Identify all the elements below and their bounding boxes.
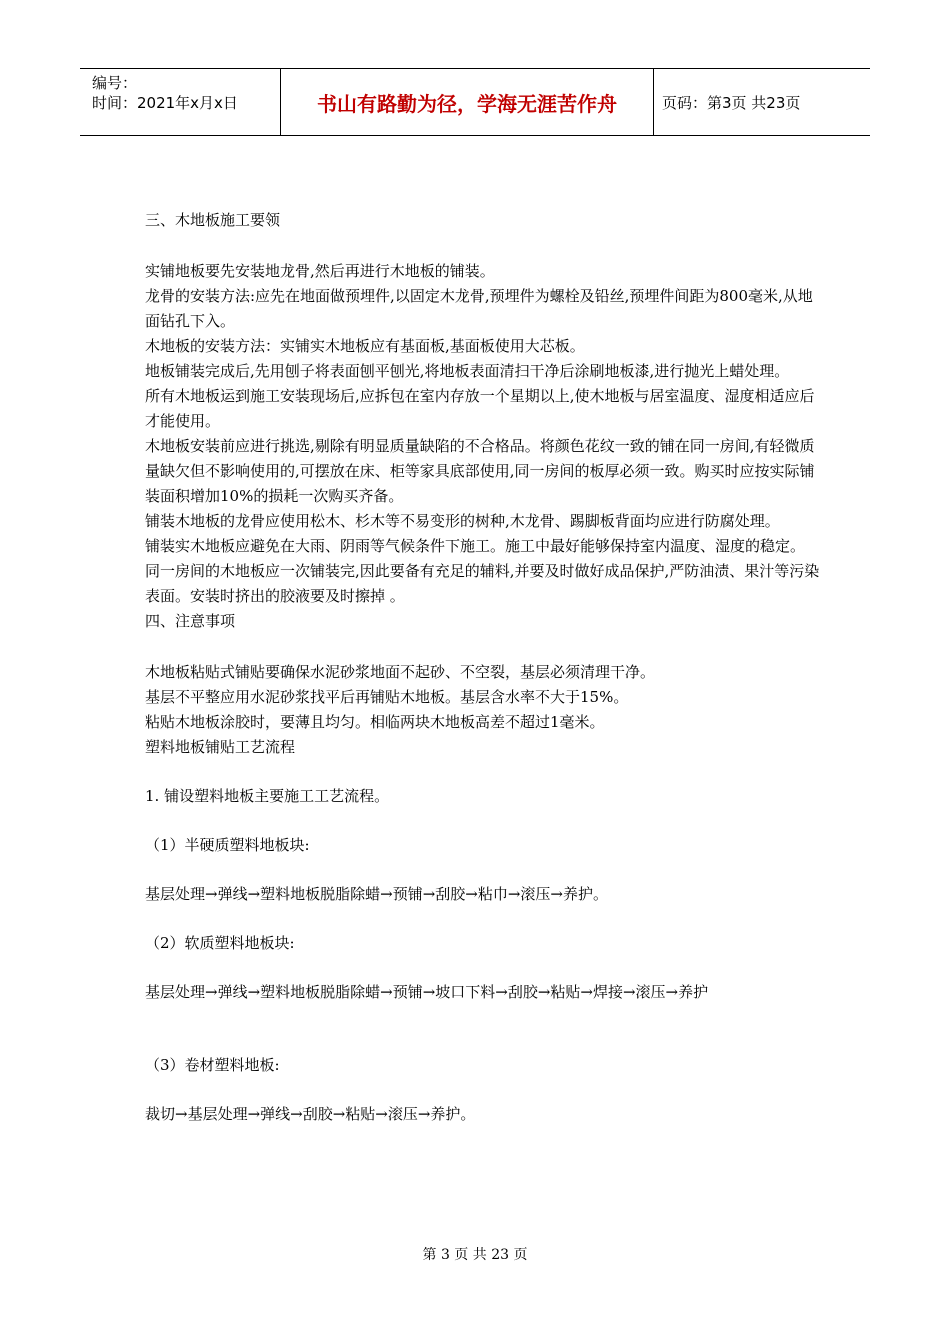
paragraph: 同一房间的木地板应一次铺装完,因此要备有充足的辅料,并要及时做好成品保护,严防油渍、果汁等污染表面。安装时挤出的胶液要及时擦掉 。 [145, 562, 820, 605]
header-meta [80, 69, 280, 135]
document-date: 时间：2021年x月x日 [92, 94, 238, 112]
item-1-flow: 基层处理→弹线→塑料地板脱脂除蜡→预铺→刮胶→粘巾→滚压→养护。 [145, 885, 608, 903]
document-body [145, 208, 825, 1127]
step-1: 1. 铺设塑料地板主要施工工艺流程。 [145, 787, 390, 805]
page-header [80, 68, 870, 136]
paragraph: 所有木地板运到施工安装现场后,应拆包在室内存放一个星期以上,使木地板与居室温度、湿度相适应后才能使用。 [145, 387, 815, 430]
paragraph: 粘贴木地板涂胶时，要薄且均匀。相临两块木地板高差不超过1毫米。 [145, 713, 605, 731]
item-2-flow: 基层处理→弹线→塑料地板脱脂除蜡→预铺→坡口下料→刮胶→粘贴→焊接→滚压→养护 [145, 983, 709, 1001]
paragraph: 木地板安装前应进行挑选,剔除有明显质量缺陷的不合格品。将颜色花纹一致的铺在同一房间,有轻微质量缺欠但不影响使用的,可摆放在床、柜等家具底部使用,同一房间的板厚必须一致。购买时应按实际铺装面积增加10%的损耗一次购买齐备。 [145, 437, 815, 505]
header-motto: 书山有路勤为径，学海无涯苦作舟 [280, 69, 654, 135]
item-1-title: （1）半硬质塑料地板块: [145, 836, 310, 854]
paragraph: 基层不平整应用水泥砂浆找平后再铺贴木地板。基层含水率不大于15%。 [145, 688, 629, 706]
page-footer: 第 3 页 共 23 页 [422, 1247, 528, 1263]
section-3-title: 三、木地板施工要领 [145, 211, 281, 229]
paragraph: 实铺地板要先安装地龙骨,然后再进行木地板的铺装。 [145, 262, 495, 280]
paragraph: 龙骨的安装方法:应先在地面做预埋件,以固定木龙骨,预埋件为螺栓及铅丝,预埋件间距为800毫米,从地面钻孔下入。 [145, 287, 813, 330]
paragraph: 铺装实木地板应避免在大雨、阴雨等气候条件下施工。施工中最好能够保持室内温度、湿度的稳定。 [145, 537, 806, 555]
paragraph: 地板铺装完成后,先用刨子将表面刨平刨光,将地板表面清扫干净后涂刷地板漆,进行抛光上蜡处理。 [145, 362, 790, 380]
paragraph: 木地板的安装方法：实铺实木地板应有基面板,基面板使用大芯板。 [145, 337, 585, 355]
paragraph: 木地板粘贴式铺贴要确保水泥砂浆地面不起砂、不空裂，基层必须清理干净。 [145, 663, 656, 681]
item-3-flow: 裁切→基层处理→弹线→刮胶→粘贴→滚压→养护。 [145, 1105, 476, 1123]
document-number-label: 编号： [92, 74, 138, 92]
plastic-floor-title: 塑料地板铺贴工艺流程 [145, 738, 296, 756]
section-4-title: 四、注意事项 [145, 612, 236, 630]
item-2-title: （2）软质塑料地板块: [145, 934, 295, 952]
paragraph: 铺装木地板的龙骨应使用松木、杉木等不易变形的树种,木龙骨、踢脚板背面均应进行防腐处理。 [145, 512, 780, 530]
header-page-info: 页码：第3页 共23页 [662, 93, 801, 112]
item-3-title: （3）卷材塑料地板: [145, 1056, 280, 1074]
